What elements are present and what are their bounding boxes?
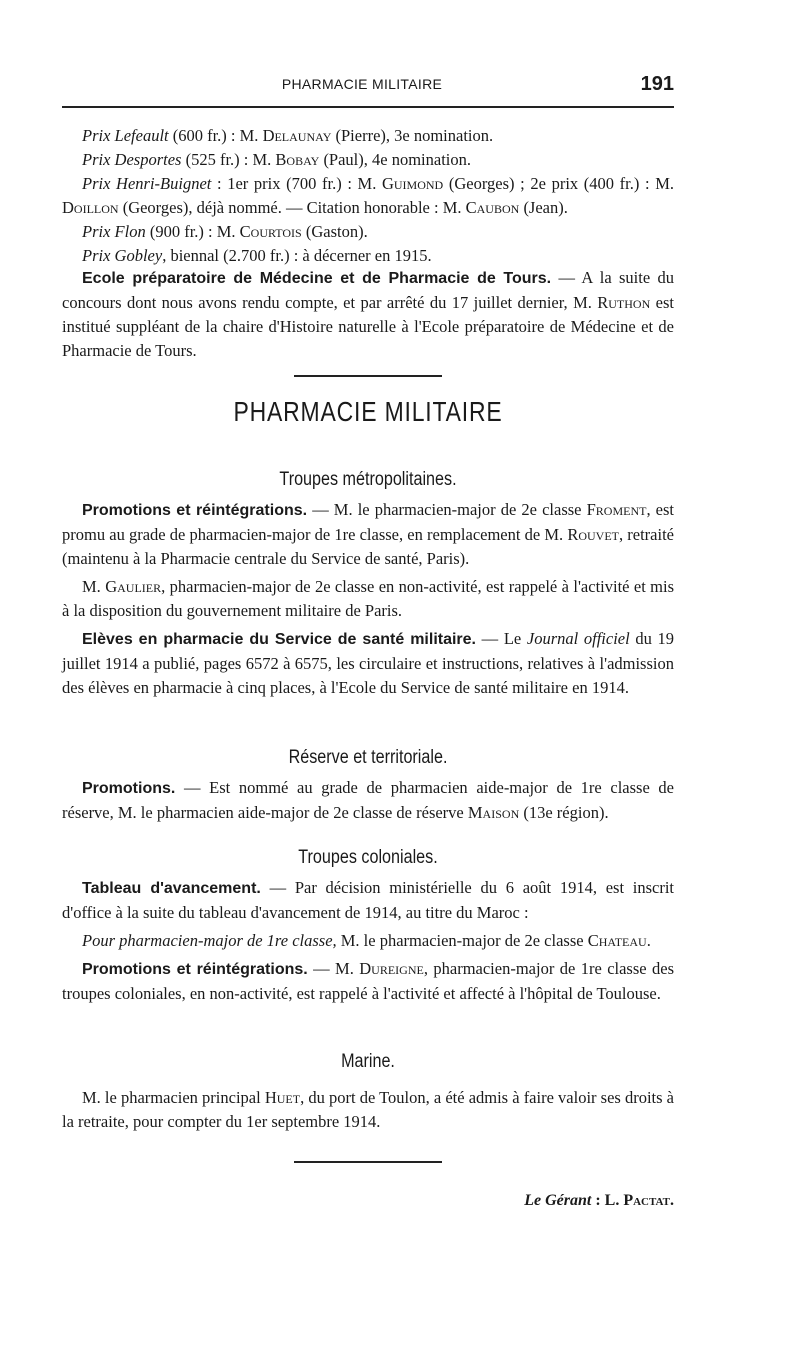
section-divider: [294, 375, 442, 377]
subsection-title-reserve: Réserve et territoriale.: [288, 747, 448, 768]
running-title: PHARMACIE MILITAIRE: [281, 76, 443, 92]
section-title: PHARMACIE MILITAIRE: [233, 396, 503, 427]
signature: Le Gérant : L. Pactat.: [524, 1192, 674, 1209]
tours-paragraph-block: [62, 266, 674, 363]
subsection-title-marine: Marine.: [341, 1051, 395, 1072]
section-title-block: [62, 396, 674, 427]
tours-paragraph: Ecole préparatoire de Médecine et de Pharmacie de Tours. — A la suite du concours dont nous avons rendu compte, et par arrêté du 17 juillet dernier, M. Ruthon est institué suppléant de la chaire d'Histoire naturelle à l'Ecole préparatoire de Médecine et de Pharmacie de Tours.: [62, 268, 675, 360]
prize-desportes: Prix Desportes (525 fr.) : M. Bobay (Paul), 4e nomination.: [82, 150, 471, 169]
prize-gobley: Prix Gobley, biennal (2.700 fr.) : à décerner en 1915.: [82, 246, 432, 265]
subsection-title-metropolitaines: Troupes métropolitaines.: [279, 469, 457, 490]
header-rule: [62, 106, 674, 108]
dureigne-paragraph: Promotions et réintégrations. — M. Dureigne, pharmacien-major de 1re classe des troupes coloniales, en non-activité, est rappelé à l'activité et affecté à l'hôpital de Toulouse.: [62, 959, 675, 1003]
marine-paragraph: M. le pharmacien principal Huet, du port de Toulon, a été admis à faire valoir ses droits à la retraite, pour compter du 1er septembre 1914.: [62, 1088, 675, 1131]
prize-list: [62, 124, 674, 268]
subsection-title-coloniales: Troupes coloniales.: [298, 847, 438, 868]
tableau-paragraph: Tableau d'avancement. — Par décision ministérielle du 6 août 1914, est inscrit d'office à la suite du tableau d'avancement de 1914, au titre du Maroc :: [62, 878, 674, 922]
prize-henri-buignet: Prix Henri-Buignet : 1er prix (700 fr.) : M. Guimond (Georges) ; 2e prix (400 fr.) : M. Doillon (Georges), déjà nommé. — Citation honorable : M. Caubon (Jean).: [62, 174, 675, 217]
eleves-paragraph: Elèves en pharmacie du Service de santé militaire. — Le Journal officiel du 19 juillet 1914 a publié, pages 6572 à 6575, les circulaire et instructions, relatives à l'admission des élèves en pharmacie à cinq places, à l'Ecole du Service de santé militaire en 1914.: [62, 629, 675, 697]
reserve-paragraph: Promotions. — Est nommé au grade de pharmacien aide-major de 1re classe de réserve, M. le pharmacien aide-major de 2e classe de réserve Maison (13e région).: [62, 778, 674, 822]
gaulier-paragraph: M. Gaulier, pharmacien-major de 2e classe en non-activité, est rappelé à l'activité et mis à la disposition du gouvernement militaire de Paris.: [62, 577, 675, 620]
closing-divider: [294, 1161, 442, 1163]
page-number: 191: [640, 73, 674, 95]
metro-promotions-paragraph: Promotions et réintégrations. — M. le pharmacien-major de 2e classe Froment, est promu au grade de pharmacien-major de 1re classe, en remplacement de M. Rouvet, retraité (maintenu à la Pharmacie centrale du Service de santé, Paris).: [62, 500, 674, 568]
prize-flon: Prix Flon (900 fr.) : M. Courtois (Gaston).: [82, 222, 368, 241]
running-head: [62, 73, 674, 96]
coloniales-block: [62, 846, 674, 1006]
metropolitaines-block: [62, 468, 674, 700]
prize-lefeault: Prix Lefeault (600 fr.) : M. Delaunay (Pierre), 3e nomination.: [82, 126, 494, 145]
reserve-block: [62, 746, 674, 825]
marine-block: [62, 1050, 674, 1134]
chateau-paragraph: Pour pharmacien-major de 1re classe, M. le pharmacien-major de 2e classe Chateau.: [82, 931, 651, 950]
